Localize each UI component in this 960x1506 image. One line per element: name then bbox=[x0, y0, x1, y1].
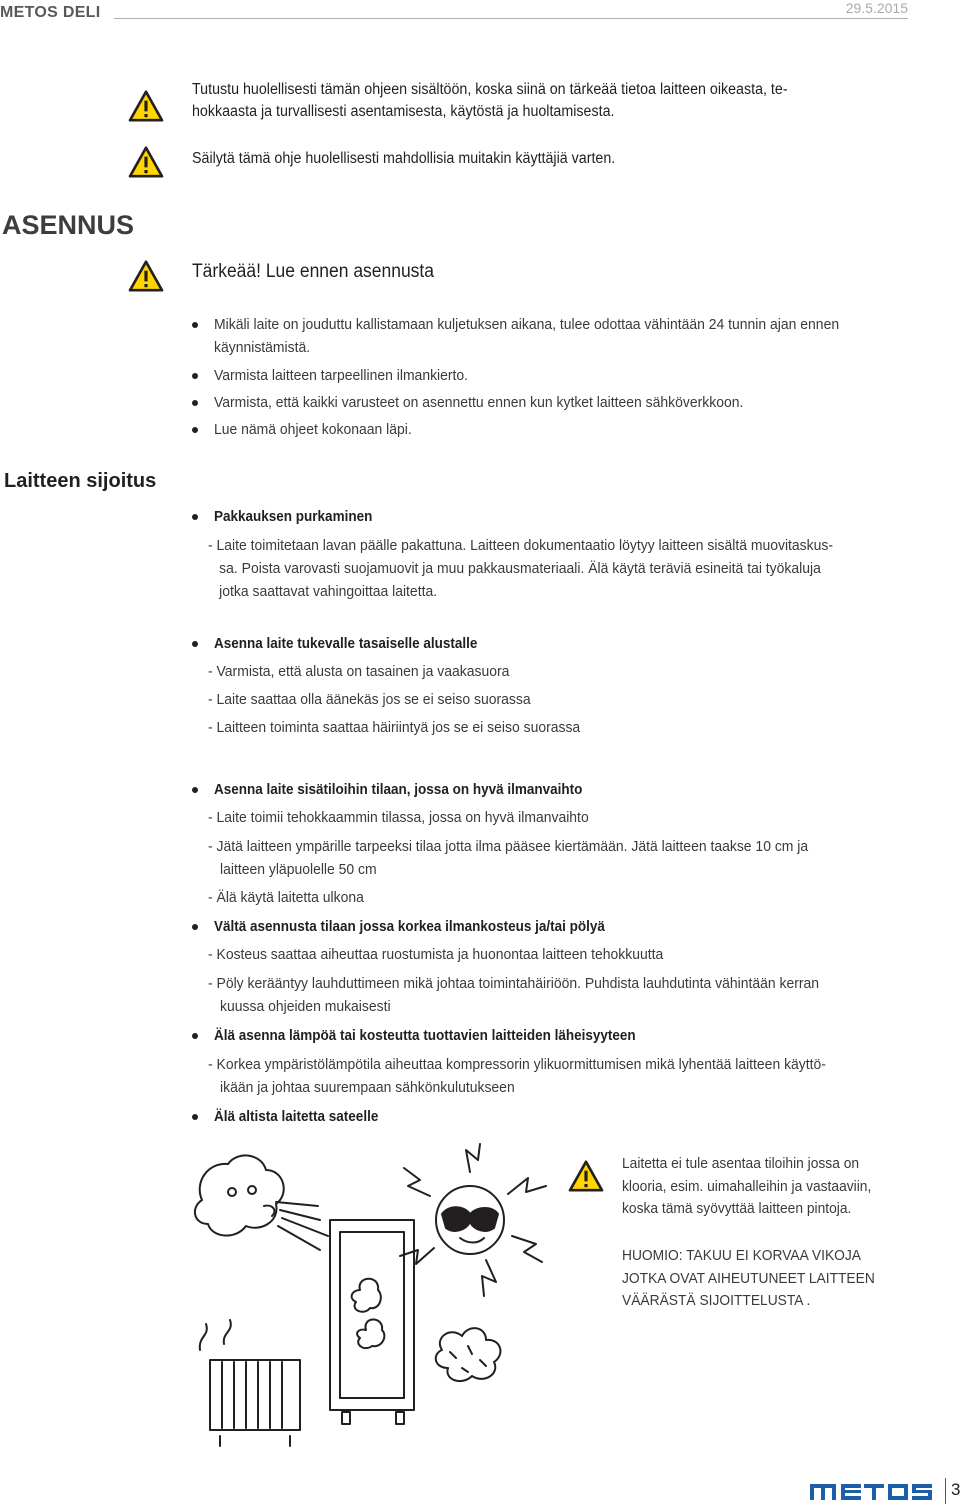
important-title: Tärkeää! Lue ennen asennusta bbox=[192, 261, 434, 282]
warning-triangle-icon bbox=[128, 146, 164, 178]
bullet-icon bbox=[192, 373, 198, 379]
bullet-icon bbox=[192, 1033, 198, 1039]
header-rule bbox=[114, 18, 908, 19]
side-note-text: Laitetta ei tule asentaa tiloihin jossa on klooria, esim. uimahalleihin ja vastaaviin, koska tämä syövyttää laitteen pintoja. bbox=[622, 1155, 872, 1217]
humidity-line-2-cont: kuussa ohjeiden mukaisesti bbox=[220, 998, 391, 1015]
heat-title: Älä asenna lämpöä tai kosteutta tuottavien laitteiden läheisyyteen bbox=[214, 1027, 636, 1044]
sun-icon bbox=[400, 1144, 546, 1296]
warning-text-2: Säilytä tämä ohje huolellisesti mahdollisia muitakin käyttäjiä varten. bbox=[192, 150, 616, 167]
heat-line-1: - Korkea ympäristölämpötila aiheuttaa kompressorin ylikuormittumisen mikä lyhentää laitteen käyttö- bbox=[208, 1056, 826, 1073]
install-bullet-1: Mikäli laite on jouduttu kallistamaan kuljetuksen aikana, tulee odottaa vähintään 24 tunnin ajan ennen bbox=[214, 316, 840, 333]
metos-logo bbox=[810, 1480, 935, 1502]
bullet-icon bbox=[192, 427, 198, 433]
document-date: 29.5.2015 bbox=[845, 0, 908, 16]
bullet-icon bbox=[192, 400, 198, 406]
ventilation-line-1: - Laite toimii tehokkaammin tilassa, jossa on hyvä ilmanvaihto bbox=[208, 809, 589, 826]
install-bullet-4: Lue nämä ohjeet kokonaan läpi. bbox=[214, 421, 412, 438]
cabinet-icon bbox=[330, 1220, 414, 1424]
ventilation-line-2: - Jätä laitteen ympärille tarpeeksi tilaa jotta ilma pääsee kiertämään. Jätä laitteen taakse 10 cm ja bbox=[208, 838, 809, 855]
stable-line-2: - Laite saattaa olla äänekäs jos se ei seiso suorassa bbox=[208, 691, 531, 708]
ventilation-line-3: - Älä käytä laitetta ulkona bbox=[208, 889, 364, 906]
stable-line-3: - Laitteen toiminta saattaa häiriintyä jos se ei seiso suorassa bbox=[208, 719, 581, 736]
warning-triangle-icon bbox=[568, 1160, 604, 1192]
bullet-icon bbox=[192, 924, 198, 930]
install-bullet-1-cont: käynnistämistä. bbox=[214, 339, 311, 356]
humidity-line-2: - Pöly kerääntyy lauhduttimeen mikä johtaa toimintahäiriöön. Puhdista lauhdutinta vähintään kerran bbox=[208, 975, 820, 992]
heat-line-1-cont: ikään ja johtaa suurempaan sähkönkulutukseen bbox=[220, 1079, 515, 1096]
side-note-warranty: HUOMIO: TAKUU EI KORVAA VIKOJA JOTKA OVAT AIHEUTUNEET LAITTEEN VÄÄRÄSTÄ SIJOITTELUSTA . bbox=[622, 1247, 875, 1309]
footer-divider bbox=[945, 1478, 946, 1504]
warning-triangle-icon bbox=[128, 260, 164, 292]
bullet-icon bbox=[192, 514, 198, 520]
humidity-line-1: - Kosteus saattaa aiheuttaa ruostumista ja huonontaa laitteen tehokkuutta bbox=[208, 946, 664, 963]
stable-surface-title: Asenna laite tukevalle tasaiselle alustalle bbox=[214, 635, 478, 652]
unpacking-text: - Laite toimitetaan lavan päälle pakattuna. Laitteen dokumentaatio löytyy laitteen sisältä muovitaskus- sa. Poista varovasti suojamuovit ja muu pakkausmateriaali. Älä käytä teräviä esineitä tai työkaluja jotka saattavat vahingoittaa laitetta. bbox=[208, 537, 834, 600]
section-heading-asennus: ASENNUS bbox=[2, 210, 135, 240]
plant-icon bbox=[436, 1328, 501, 1381]
bullet-icon bbox=[192, 641, 198, 647]
warning-triangle-icon bbox=[128, 90, 164, 122]
bullet-icon bbox=[192, 1114, 198, 1120]
rain-title: Älä altista laitetta sateelle bbox=[214, 1108, 379, 1125]
radiator-icon bbox=[200, 1320, 300, 1446]
ventilation-title: Asenna laite sisätiloihin tilaan, jossa on hyvä ilmanvaihto bbox=[214, 781, 583, 798]
bullet-icon bbox=[192, 322, 198, 328]
warning-text-1: Tutustu huolellisesti tämän ohjeen sisältöön, koska siinä on tärkeää tietoa laitteen oikeasta, te- hokkaasta ja turvallisesti asentamisesta, käytöstä ja huoltamisesta. bbox=[192, 81, 788, 120]
wind-face-icon bbox=[195, 1155, 328, 1250]
page-number: 3 bbox=[951, 1480, 960, 1499]
install-bullet-2: Varmista laitteen tarpeellinen ilmankierto. bbox=[214, 367, 469, 384]
ventilation-line-2-cont: laitteen yläpuolelle 50 cm bbox=[220, 861, 377, 878]
section-heading-sijoitus: Laitteen sijoitus bbox=[4, 470, 157, 492]
install-bullet-3: Varmista, että kaikki varusteet on asennettu ennen kun kytket laitteen sähköverkkoon. bbox=[214, 394, 744, 411]
bullet-icon bbox=[192, 787, 198, 793]
unpacking-title: Pakkauksen purkaminen bbox=[214, 508, 373, 525]
humidity-title: Vältä asennusta tilaan jossa korkea ilmankosteus ja/tai pölyä bbox=[214, 918, 605, 935]
brand-title: METOS DELI bbox=[0, 4, 101, 21]
placement-illustration bbox=[180, 1140, 560, 1470]
stable-line-1: - Varmista, että alusta on tasainen ja vaakasuora bbox=[208, 663, 510, 680]
